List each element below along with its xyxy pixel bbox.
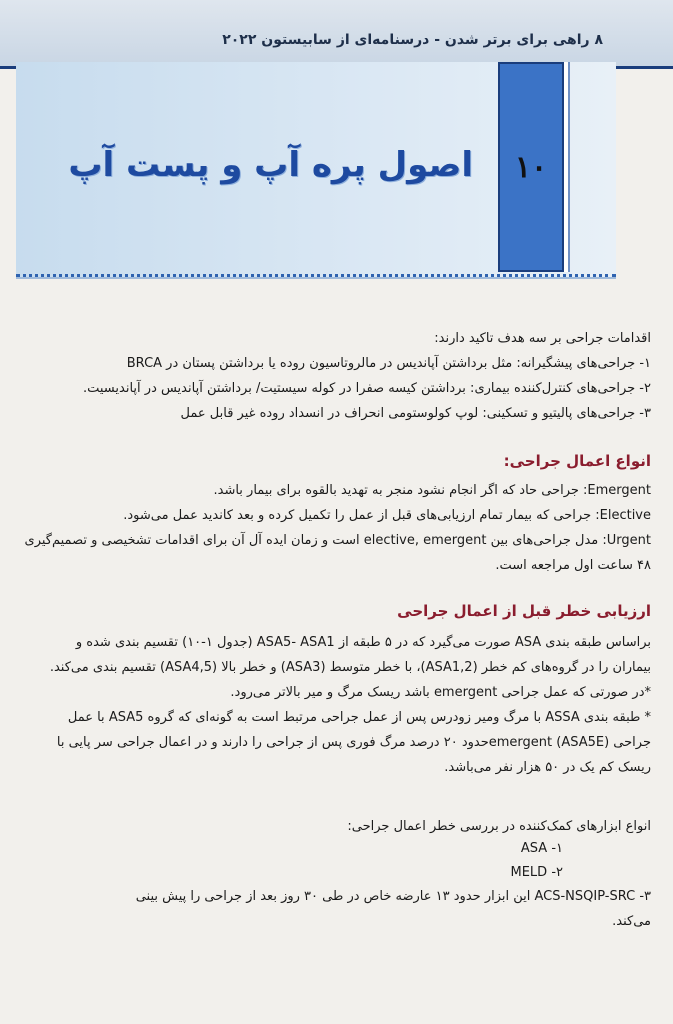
section-heading-risk: ارزیابی خطر قبل از اعمال جراحی — [397, 602, 651, 620]
list-item: ۲- جراحی‌های کنترل‌کننده بیماری: برداشتن کیسه صفرا در کوله سیستیت/ برداشتن آپاندیس در آپاندیسیت. — [82, 381, 651, 396]
chapter-number-box — [498, 62, 564, 272]
paragraph-line: *در صورتی که عمل جراحی emergent باشد ریسک مرگ و میر بالاتر می‌رود. — [230, 685, 651, 700]
paragraph-line: جراحی emergent (ASA5E)حدود ۲۰ درصد مرگ فوری پس از جراحی را دارند و در اعمال جراحی سر پایی با — [56, 735, 651, 750]
running-head: ۸ راهی برای برتر شدن - درسنامه‌ای از سابیستون ۲۰۲۲ — [222, 32, 603, 48]
chapter-number: ۱۰ — [514, 149, 548, 185]
list-item: می‌کند. — [612, 914, 651, 929]
list-item: ۳- جراحی‌های پالیتیو و تسکینی: لوپ کولوستومی انحراف در انسداد روده غیر قابل عمل — [180, 406, 651, 421]
paragraph-line: ۴۸ ساعت اول مراجعه است. — [495, 558, 651, 573]
list-item: ASA -۱ — [520, 841, 563, 856]
paragraph-line: Urgent: مدل جراحی‌های بین elective, emergent است و زمان ایده آل آن برای اقدامات تشخیصی و تصمیم‌گیری — [24, 533, 651, 548]
list-item: ۱- جراحی‌های پیشگیرانه: مثل برداشتن آپاندیس در مالروتاسیون روده یا برداشتن پستان در BRCA — [126, 356, 651, 371]
paragraph-line: Elective: جراحی که بیمار تمام ارزیابی‌های قبل از عمل را تکمیل کرده و بعد کاندید عمل می‌شود. — [123, 508, 651, 523]
list-item: ACS-NSQIP-SRC -۳ این ابزار حدود ۱۳ عارضه خاص در طی ۳۰ روز بعد از جراحی را پیش بینی — [135, 889, 651, 904]
intro-lead: اقدامات جراحی بر سه هدف تاکید دارند: — [434, 331, 651, 346]
paragraph-line: براساس طبقه بندی ASA صورت می‌گیرد که در ۵ طبقه از ASA5- ASA1 (جدول ۱-۱۰) تقسیم بندی شده و — [75, 635, 651, 650]
paragraph-line: ریسک کم یک در ۵۰ هزار نفر می‌باشد. — [444, 760, 651, 775]
paragraph-line: بیماران را در گروه‌های کم خطر (ASA1,2)، با خطر متوسط (ASA3) و خطر بالا (ASA4,5) تقسیم بندی می‌کند. — [49, 660, 651, 675]
list-item: MELD -۲ — [510, 865, 563, 880]
paragraph-line: Emergent: جراحی حاد که اگر انجام نشود منجر به تهدید بالقوه برای بیمار باشد. — [213, 483, 651, 498]
chapter-title: اصول پره آپ و پست آپ — [68, 145, 473, 185]
paragraph-line: * طبقه بندی ASSA با مرگ ومیر زودرس پس از عمل جراحی مرتبط است به گونه‌ای که گروه ASA5 با عمل — [67, 710, 651, 725]
section-heading-types: انواع اعمال جراحی: — [503, 452, 651, 470]
tools-lead: انواع ابزارهای کمک‌کننده در بررسی خطر اعمال جراحی: — [347, 819, 651, 834]
